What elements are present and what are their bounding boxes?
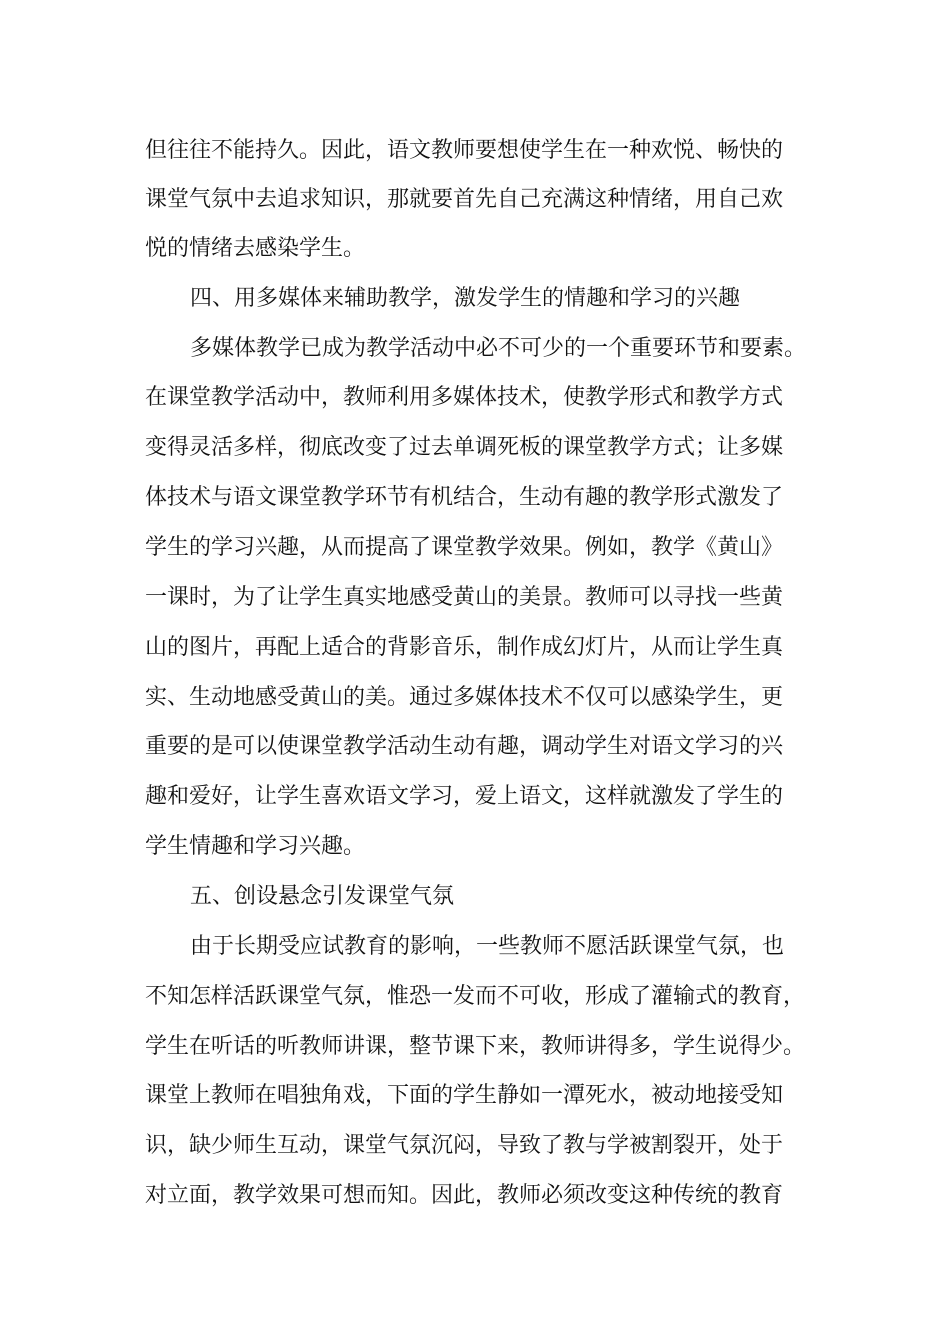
text-line: 重要的是可以使课堂教学活动生动有趣，调动学生对语文学习的兴 [145, 734, 784, 759]
text-line: 变得灵活多样，彻底改变了过去单调死板的课堂教学方式；让多媒 [145, 435, 784, 460]
text-line: 悦的情绪去感染学生。 [145, 236, 366, 261]
paragraph-start: 由于长期受应试教育的影响，一些教师不愿活跃课堂气氛，也 [190, 934, 785, 959]
text-line: 课堂上教师在唱独角戏，下面的学生静如一潭死水，被动地接受知 [145, 1083, 784, 1108]
text-line: 但往往不能持久。因此，语文教师要想使学生在一种欢悦、畅快的 [145, 138, 784, 163]
text-line: 课堂气氛中去追求知识，那就要首先自己充满这种情绪，用自己欢 [145, 187, 784, 212]
text-line: 体技术与语文课堂教学环节有机结合，生动有趣的教学形式激发了 [145, 485, 784, 510]
text-line: 一课时，为了让学生真实地感受黄山的美景。教师可以寻找一些黄 [145, 585, 784, 610]
text-line: 山的图片，再配上适合的背影音乐，制作成幻灯片，从而让学生真 [145, 635, 784, 660]
text-line: 实、生动地感受黄山的美。通过多媒体技术不仅可以感染学生，更 [145, 685, 784, 710]
text-line: 在课堂教学活动中，教师利用多媒体技术，使教学形式和教学方式 [145, 385, 784, 410]
section-heading: 五、创设悬念引发课堂气氛 [190, 884, 455, 909]
text-line: 不知怎样活跃课堂气氛，惟恐一发而不可收，形成了灌输式的教育， [145, 984, 806, 1009]
text-line: 学生情趣和学习兴趣。 [145, 834, 366, 859]
text-line: 学生在听话的听教师讲课，整节课下来，教师讲得多，学生说得少。 [145, 1034, 806, 1059]
text-line: 对立面，教学效果可想而知。因此，教师必须改变这种传统的教育 [145, 1183, 784, 1208]
text-line: 趣和爱好，让学生喜欢语文学习，爱上语文，这样就激发了学生的 [145, 784, 784, 809]
section-heading: 四、用多媒体来辅助教学，激发学生的情趣和学习的兴趣 [190, 286, 741, 311]
paragraph-start: 多媒体教学已成为教学活动中必不可少的一个重要环节和要素。 [190, 336, 807, 361]
text-line: 识，缺少师生互动，课堂气氛沉闷，导致了教与学被割裂开，处于 [145, 1133, 784, 1158]
text-line: 学生的学习兴趣，从而提高了课堂教学效果。例如，教学《黄山》 [145, 535, 784, 560]
